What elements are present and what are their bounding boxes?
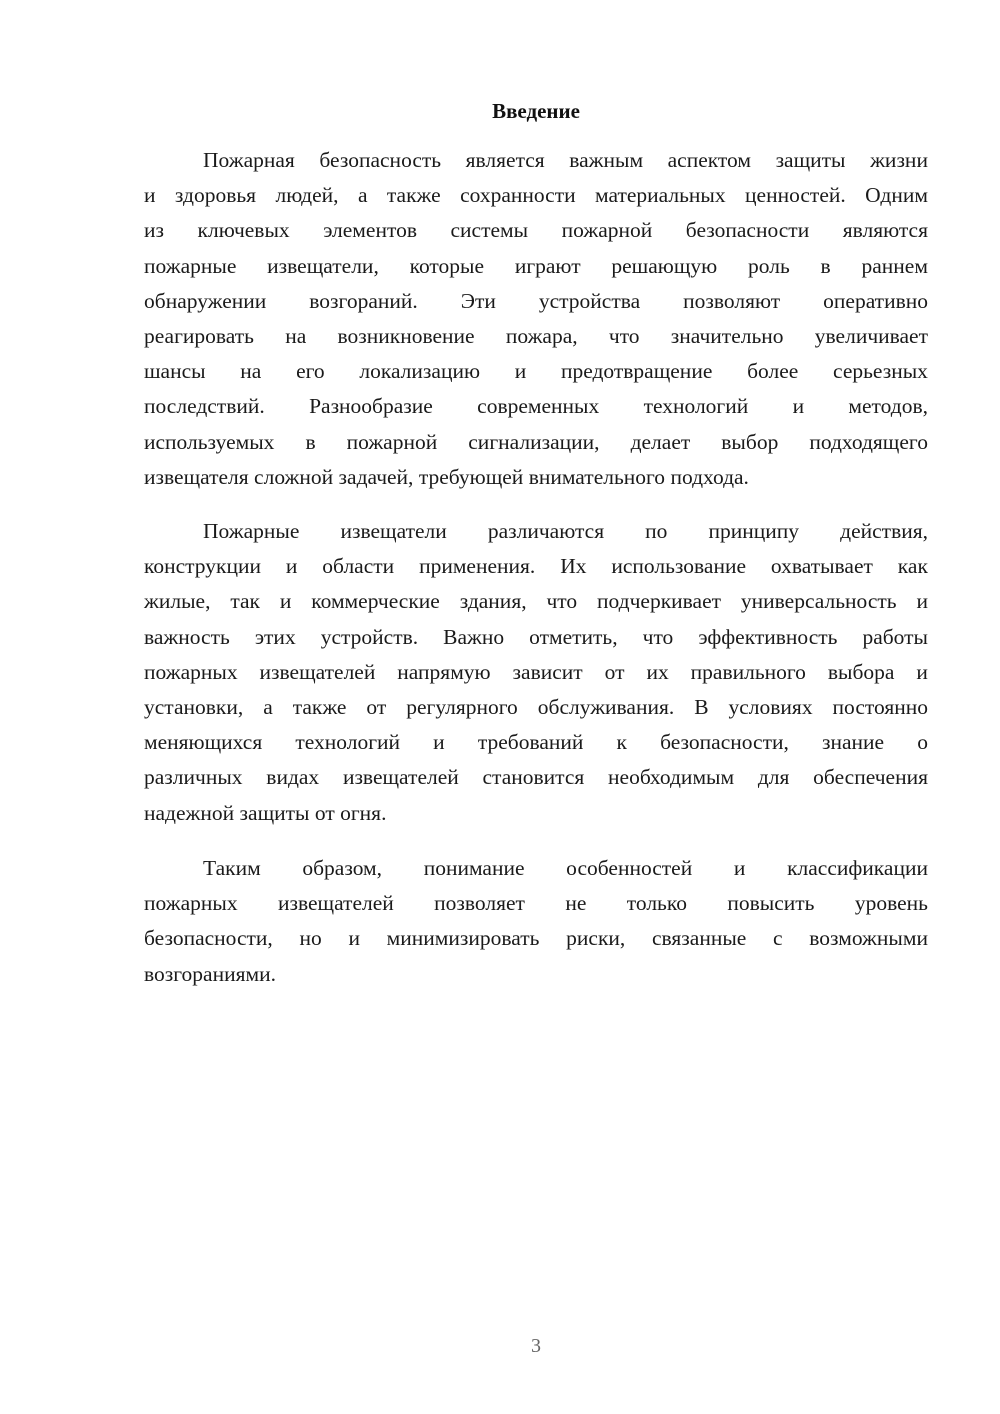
section-title: Введение [492,99,580,123]
text-line: конструкции и области применения. Их использование охватывает как [144,554,928,579]
paragraph-1 [144,143,928,495]
text-line: различных видах извещателей становится необходимым для обеспечения [144,765,928,790]
text-line: реагировать на возникновение пожара, что значительно увеличивает [144,323,928,348]
paragraph-3 [144,851,928,992]
text-line: используемых в пожарной сигнализации, делает выбор подходящего [144,429,928,454]
text-line: Пожарная безопасность является важным аспектом защиты жизни [203,148,928,172]
text-line: меняющихся технологий и требований к безопасности, знание о [144,730,928,755]
text-line: пожарные извещатели, которые играют решающую роль в раннем [144,253,928,278]
text-line: и здоровья людей, а также сохранности материальных ценностей. Одним [144,183,928,208]
text-line: обнаружении возгораний. Эти устройства позволяют оперативно [144,288,928,313]
text-line: последствий. Разнообразие современных технологий и методов, [144,394,928,419]
text-line: пожарных извещателей напрямую зависит от их правильного выбора и [144,659,928,684]
paragraph-2 [144,514,928,831]
text-line: шансы на его локализацию и предотвращение более серьезных [144,359,928,384]
text-line: Пожарные извещатели различаются по принципу действия, [203,519,928,543]
text-line: установки, а также от регулярного обслуживания. В условиях постоянно [144,694,928,719]
text-line: надежной защиты от огня. [144,800,387,825]
text-line: возгораниями. [144,961,276,986]
text-line: жилые, так и коммерческие здания, что подчеркивает универсальность и [144,589,928,614]
text-line: безопасности, но и минимизировать риски, связанные с возможными [144,926,928,951]
text-line: Таким образом, понимание особенностей и классификации [203,856,928,880]
text-line: важность этих устройств. Важно отметить, что эффективность работы [144,624,928,649]
text-line: извещателя сложной задачей, требующей внимательного подхода. [144,464,749,489]
page-number: 3 [531,1335,541,1357]
text-line: из ключевых элементов системы пожарной безопасности являются [144,218,928,243]
text-line: пожарных извещателей позволяет не только повысить уровень [144,891,928,916]
